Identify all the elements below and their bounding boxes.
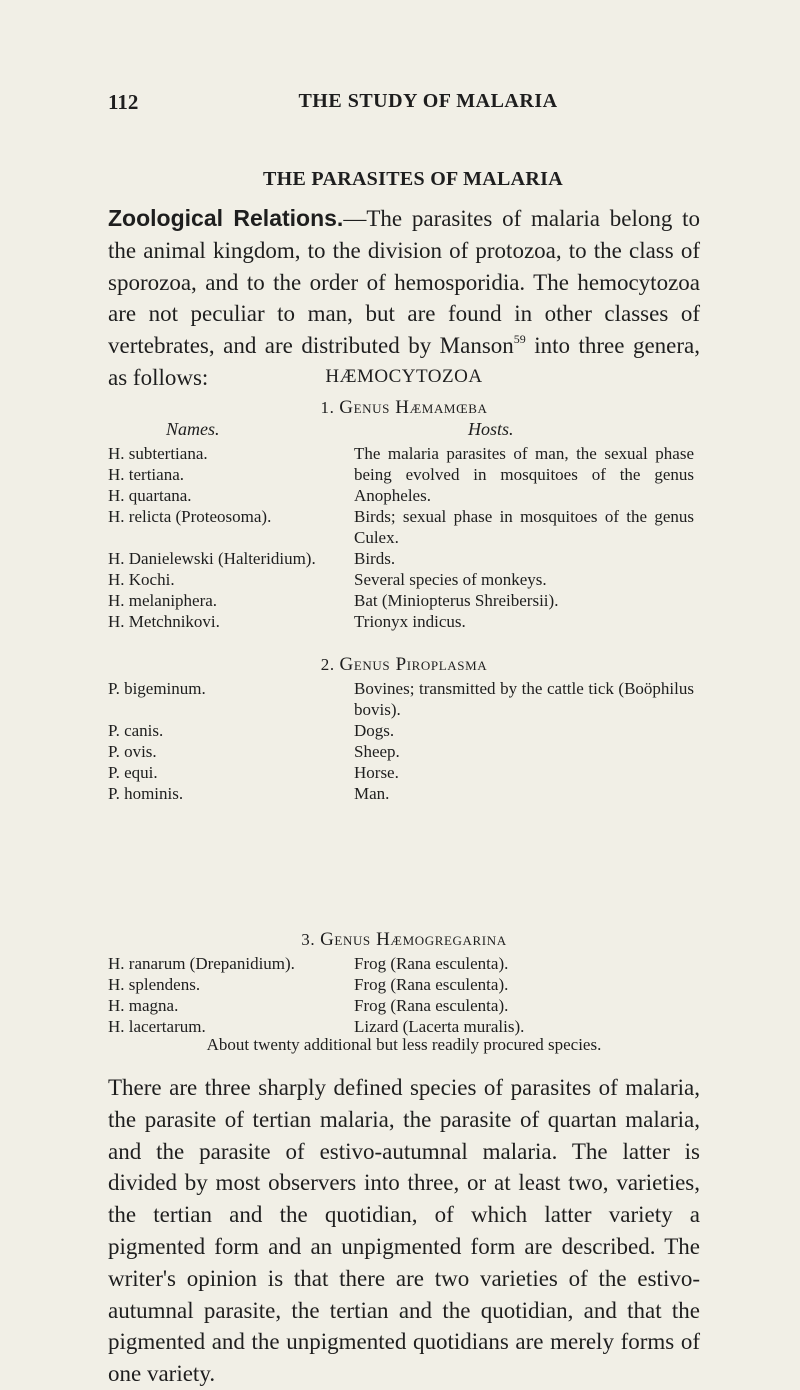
page-header [108, 90, 698, 120]
genus-name: Genus Piroplasma [339, 654, 488, 675]
table-row [108, 741, 694, 762]
species-name: H. tertiana. [108, 465, 184, 484]
paragraph-lead-in: Zoological Relations. [108, 205, 344, 231]
species-name: P. hominis. [108, 784, 184, 803]
species-name: H. lacertarum. [108, 1017, 206, 1036]
table-note: About twenty additional but less readily procured species. [206, 1035, 602, 1054]
host-description: Birds. [354, 549, 396, 568]
species-name: P. ovis. [108, 742, 157, 761]
genus-number: 2. [320, 655, 335, 674]
host-description: Frog (Rana esculenta). [354, 975, 509, 994]
genus-entries [108, 548, 694, 632]
species-name: H. splendens. [108, 975, 201, 994]
table-row [108, 590, 694, 611]
table-row [108, 678, 694, 720]
table-row [108, 485, 354, 506]
table-row [108, 762, 694, 783]
table-row [108, 953, 694, 974]
genus-entries [108, 720, 694, 804]
host-description: Lizard (Lacerta muralis). [354, 1017, 525, 1036]
species-name: H. ranarum (Drepanidium). [108, 954, 295, 973]
table-row [108, 995, 694, 1016]
host-description: Birds; sexual phase in mosquitoes of the genus Culex. [354, 507, 694, 547]
host-description: Trionyx indicus. [354, 612, 466, 631]
genus-heading [108, 654, 700, 676]
species-name: H. Metchnikovi. [108, 612, 220, 631]
table-title: HÆMOCYTOZOA [325, 366, 483, 387]
genus-number: 3. [301, 930, 316, 949]
genus-entries [108, 485, 354, 506]
species-name: P. bigeminum. [108, 679, 206, 698]
species-name: H. magna. [108, 996, 179, 1015]
hosts-column-heading: Hosts. [468, 419, 514, 439]
host-description: Sheep. [354, 742, 400, 761]
page-number: 112 [108, 90, 139, 114]
host-description: Horse. [354, 763, 399, 782]
genus-entries [108, 506, 694, 548]
species-name: H. Kochi. [108, 570, 175, 589]
species-paragraph: There are three sharply defined species of parasites of malaria, the parasite of tertian malaria, the parasite of quartan malaria, and the parasite of estivo-autumnal malaria. The latter is divided by most observers into three, or at least two, varieties, the tertian and the quotidian, of which latter variety a pigmented form and an unpigmented form are described. The writer's opinion is that there are two varieties of the estivo-autumnal parasite, the tertian and the quotidian, and that the pigmented and the unpigmented quotidians are merely forms of one variety. [108, 1075, 700, 1387]
paragraph-text: —The parasites of malaria belong to the animal kingdom, to the division of protozoa, to the class of sporozoa, and to the order of hemosporidia. The hemocytozoa are not peculiar to man, but are found in other classes of vertebrates, and are distributed by Manson [108, 206, 700, 359]
host-description: Bovines; transmitted by the cattle tick (Boöphilus bovis). [354, 679, 694, 719]
footnote-reference: 59 [513, 332, 526, 347]
species-name: H. relicta (Proteosoma). [108, 507, 272, 526]
genus-heading [108, 397, 700, 419]
species-name: H. Danielewski (Halteridium). [108, 549, 316, 568]
species-name: P. equi. [108, 763, 158, 782]
genus-entries [108, 953, 694, 1037]
genus-entries [108, 464, 354, 485]
table-row [108, 974, 694, 995]
table-row [108, 548, 694, 569]
species-name: P. canis. [108, 721, 164, 740]
table-row [108, 464, 354, 485]
species-name: H. quartana. [108, 486, 192, 505]
table-row [108, 720, 694, 741]
host-description: Frog (Rana esculenta). [354, 954, 509, 973]
genus-number: 1. [320, 398, 335, 417]
host-description: Man. [354, 784, 390, 803]
table-row [108, 1016, 694, 1037]
host-description: Dogs. [354, 721, 395, 740]
host-description: Several species of monkeys. [354, 570, 547, 589]
genus-name: Genus Hæmogregarina [320, 929, 507, 950]
section-title: THE PARASITES OF MALARIA [262, 168, 563, 190]
genus-entries [108, 678, 694, 720]
host-description: Bat (Miniopterus Shreibersii). [354, 591, 559, 610]
table-row [108, 783, 694, 804]
table-row [108, 569, 694, 590]
paragraph-text-end: into three genera, as follows: [108, 333, 700, 390]
host-description: The malaria parasites of man, the sexual phase being evolved in mosquitoes of the genus Anopheles. [354, 444, 694, 505]
genus-heading [108, 929, 700, 951]
species-name: H. subtertiana. [108, 444, 208, 463]
table-row [108, 506, 694, 548]
running-head: THE STUDY OF MALARIA [298, 90, 558, 112]
host-description: Frog (Rana esculenta). [354, 996, 509, 1015]
species-name: H. melaniphera. [108, 591, 218, 610]
genus-name: Genus Hæmamœba [339, 397, 488, 418]
names-column-heading: Names. [166, 419, 220, 439]
table-row [108, 611, 694, 632]
